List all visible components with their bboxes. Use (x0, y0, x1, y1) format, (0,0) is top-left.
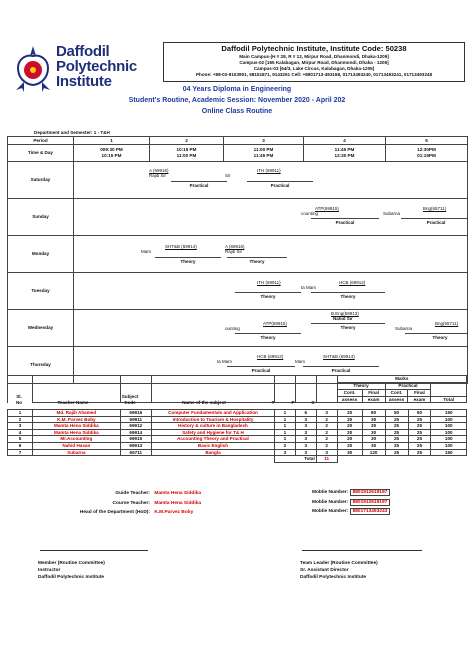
subject-pc-cell: 25 (385, 449, 408, 456)
subject-tf-cell: 30 (362, 416, 385, 423)
subject-pf-cell: 25 (408, 416, 431, 423)
day-monday: Monday (8, 236, 74, 273)
subject-name-header: Name of the subject (182, 400, 226, 405)
day-tuesday: Tuesday (8, 273, 74, 310)
subject-total-cell: 150 (431, 449, 467, 456)
subj-header-row-4: assess exam assess exam Total (8, 396, 467, 403)
routine-title: Online Class Routine (201, 108, 273, 115)
subject-tc-cell: 20 (337, 436, 362, 443)
subject-teacher-cell: Md. Rajib Ahamed (33, 410, 121, 417)
subject-pf-cell: 50 (408, 410, 431, 417)
subject-c-cell: 2 (316, 423, 337, 430)
subject-teacher-cell: Subarna (33, 449, 121, 456)
institute-info-box (163, 42, 465, 82)
class-wed-b-type: Theory (311, 322, 385, 330)
subject-p-cell: 3 (295, 442, 316, 449)
subject-name-cell: Accounting Theory and Practical (151, 436, 274, 443)
mobile-3: Moblie Number: 8801713493243 (312, 509, 390, 514)
subject-row (8, 429, 467, 436)
total-credit: 11 (316, 456, 337, 463)
period-4: 4 (304, 137, 386, 145)
time-label: Time & Day (8, 145, 74, 162)
day-thursday: Thursday (8, 347, 74, 384)
class-sat-b-type: Practical (247, 180, 313, 188)
day-row-wednesday (8, 310, 468, 347)
subject-name-cell: History & culture in Bangladesh (151, 423, 274, 430)
subject-teacher-cell: Mr.Accounting (33, 436, 121, 443)
signature-right: Team Leader (Routine Committee) Sr. Assistant Director Daffodil Polytechnic Institute (300, 561, 378, 580)
time-slot-5: 12:30PM 01:15PM (386, 145, 468, 162)
subject-tc-cell: 20 (337, 423, 362, 430)
subject-teacher-cell: Mamta Hena Siddika (33, 429, 121, 436)
subject-c-cell: 3 (316, 410, 337, 417)
class-tue-a-type: Theory (235, 291, 301, 299)
marks-header: Marks (337, 376, 466, 383)
subject-pc-cell: 25 (385, 423, 408, 430)
subjects-body (7, 409, 467, 463)
period-5: 5 (386, 137, 468, 145)
subject-name-cell: Computer Fundamentals and Application (151, 410, 274, 417)
subject-name-cell: Bangla (151, 449, 274, 456)
class-mon-a: SHT&B (69914) Mam (141, 244, 197, 254)
period-2: 2 (150, 137, 224, 145)
subject-teacher-cell: Mamta Hena Siddika (33, 423, 121, 430)
subject-sl-cell: 4 (8, 429, 33, 436)
subject-sl-cell: 2 (8, 416, 33, 423)
subject-c-cell: 2 (316, 416, 337, 423)
subject-pf-cell: 25 (408, 442, 431, 449)
theory-header: Theory (337, 383, 385, 390)
subject-tf-cell: 30 (362, 429, 385, 436)
subject-sl-cell: 6 (8, 442, 33, 449)
subjects-table: Marks Theory Practical Cont. Final Cont. Final assess exam assess exam Total (7, 375, 467, 403)
signature-left: Member (Routine Committee) Instructor Daffodil Polytechnic Institute (38, 561, 105, 580)
department-semester: Department and Semester: 1 - T&H (34, 130, 110, 135)
signature-line-left (40, 550, 148, 551)
period-3: 3 (224, 137, 304, 145)
class-wed-a-type: Theory (235, 332, 301, 340)
subject-tc-cell: 20 (337, 416, 362, 423)
period-row (8, 137, 468, 145)
subject-total-cell: 100 (431, 436, 467, 443)
subject-pc-cell: 25 (385, 416, 408, 423)
day-wednesday: Wednesday (8, 310, 74, 347)
time-row (8, 145, 468, 162)
day-saturday: Saturday (8, 162, 74, 199)
subject-t-cell: 3 (275, 449, 296, 456)
subject-pf-cell: 25 (408, 429, 431, 436)
day-row-sunday (8, 199, 468, 236)
subject-tc-cell: 20 (337, 429, 362, 436)
routine-table (7, 136, 468, 384)
course-teacher: Course Teacher: Mamta Hena Siddika (112, 501, 201, 506)
class-sun-b: Bng(65711) Subarna (383, 206, 447, 216)
subject-pc-cell: 25 (385, 429, 408, 436)
t-header: T (271, 400, 275, 405)
subject-tf-cell: 30 (362, 423, 385, 430)
brand-line3: Institute (56, 73, 112, 90)
campus-3: Campus-03 [64/3, Lake Circus, Kalabagan, Dhaka-1205] (253, 66, 375, 72)
subject-tf-cell: 30 (362, 436, 385, 443)
subjects-total-row (8, 456, 467, 463)
class-wed-a: ATP(69915) ounting (225, 321, 287, 331)
subject-tc-cell: 30 (337, 449, 362, 456)
guide-teacher: Guide Teacher: Mamta Hena Siddika (115, 491, 201, 496)
subject-t-cell: 1 (275, 410, 296, 417)
brand-line1: Daffodil (56, 43, 110, 60)
class-thu-b-type: Practical (303, 365, 379, 373)
subject-p-cell: 6 (295, 410, 316, 417)
subject-total-cell: 100 (431, 416, 467, 423)
subject-sl-cell: 3 (8, 423, 33, 430)
class-sat-a-type: Practical (171, 180, 227, 188)
sl-header: Sl. No (15, 394, 23, 405)
subject-pc-cell: 25 (385, 436, 408, 443)
institute-title: Daffodil Polytechnic Institute, Institute Code: 50238 (221, 44, 407, 53)
time-slot-1: 009:30 PM 10:15 PM (74, 145, 150, 162)
subject-c-cell: 2 (316, 429, 337, 436)
subject-code-cell: 65711 (120, 449, 151, 456)
subject-tf-cell: 120 (362, 449, 385, 456)
subject-pf-cell: 25 (408, 423, 431, 430)
subject-sl-cell: 5 (8, 436, 33, 443)
day-row-saturday (8, 162, 468, 199)
day-row-tuesday (8, 273, 468, 310)
class-mon-b-type: Theory (227, 256, 287, 264)
subject-row (8, 449, 467, 456)
class-sun-a: ATP(69915) counting (301, 206, 339, 216)
day-sunday: Sunday (8, 199, 74, 236)
program-title: 04 Years Diploma in Engineering (182, 86, 292, 93)
subject-p-cell: 3 (295, 436, 316, 443)
subject-total-cell: 100 (431, 442, 467, 449)
class-thu-a-type: Practical (227, 365, 295, 373)
subject-t-cell: 2 (275, 442, 296, 449)
subject-pc-cell: 25 (385, 442, 408, 449)
subject-teacher-cell: Nahid Hasan (33, 442, 121, 449)
class-sat-a: A (69916) Rajib Sir (149, 168, 169, 178)
subject-p-cell: 3 (295, 423, 316, 430)
session-title: Student's Routine, Academic Session: November 2020 - April 202 (128, 97, 346, 104)
subject-pc-cell: 50 (385, 410, 408, 417)
class-sun-a-type: Practical (311, 217, 379, 225)
day-row-monday (8, 236, 468, 273)
phone-line: Phone: +88-02-9103901, 58151871, 9143261 Cell: +8801713-493158, 01713493240, 01713493241, 01713493248 (195, 71, 432, 77)
subject-pf-cell: 25 (408, 436, 431, 443)
subject-p-cell: 3 (295, 429, 316, 436)
subject-code-cell: 69913 (120, 442, 151, 449)
subj-header-row-1 (8, 376, 467, 383)
subject-total-cell: 150 (431, 410, 467, 417)
subject-tf-cell: 30 (362, 442, 385, 449)
subject-row (8, 442, 467, 449)
code-header: Subject Code (121, 394, 139, 405)
main-campus: Main Campus-[H # 28, R # 12, Mirpur Road, Dhanmondi, Dhaka-1209] (239, 54, 389, 59)
subject-tc-cell: 20 (337, 442, 362, 449)
class-tue-b-type: Theory (311, 291, 385, 299)
subject-code-cell: 69914 (120, 429, 151, 436)
p-header: P (291, 400, 295, 405)
head-of-department: Head of the Department (HoD): K.M.Parvez Boby (79, 510, 194, 515)
class-wed-b: B.Eng(69913) Nahid Sir (331, 311, 359, 321)
total-header: Total (431, 396, 467, 403)
subject-sl-cell: 7 (8, 449, 33, 456)
subject-p-cell: 3 (295, 416, 316, 423)
subject-t-cell: 1 (275, 416, 296, 423)
subject-tf-cell: 80 (362, 410, 385, 417)
class-thu-b: SHT&B (69914) Mam (295, 354, 355, 364)
subject-total-cell: 100 (431, 423, 467, 430)
mobile-1: Moblie Number: 8801912619197 (312, 490, 390, 495)
subject-row (8, 410, 467, 417)
class-sun-b-type: Practical (401, 217, 468, 225)
time-slot-3: 11:00 PM 11:45 PM (224, 145, 304, 162)
subject-tc-cell: 20 (337, 410, 362, 417)
subject-t-cell: 1 (275, 423, 296, 430)
subject-code-cell: 69912 (120, 423, 151, 430)
subject-row (8, 436, 467, 443)
time-slot-2: 10:15 PM 11:00 PM (150, 145, 224, 162)
class-mon-b: A (69916) Rajib Sir (225, 244, 245, 254)
subject-total-cell: 100 (431, 429, 467, 436)
class-sat-b: ITH (69911) Sir (225, 168, 281, 178)
brand-line2: Polytechnic (56, 58, 137, 75)
total-label: Total (275, 456, 317, 463)
mobile-2: Moblie Number: 8801912619197 (312, 500, 390, 505)
subject-p-cell: 3 (295, 449, 316, 456)
period-1: 1 (74, 137, 150, 145)
subject-row (8, 423, 467, 430)
class-wed-c-type: Theory (405, 332, 468, 340)
subject-c-cell: 2 (316, 436, 337, 443)
subject-c-cell: 2 (316, 442, 337, 449)
class-wed-c: Bng(65711) Subarna (395, 321, 459, 331)
class-thu-a: HCB (69912) ta Mam (217, 354, 284, 364)
subject-pf-cell: 25 (408, 449, 431, 456)
subject-code-cell: 69911 (120, 416, 151, 423)
time-slot-4: 11:45 PM 12:30 PM (304, 145, 386, 162)
brand-name (56, 44, 137, 89)
subject-sl-cell: 1 (8, 410, 33, 417)
subject-name-cell: Basic English (151, 442, 274, 449)
signature-line-right (302, 550, 422, 551)
subject-t-cell: 1 (275, 429, 296, 436)
c-header: C (311, 400, 315, 405)
period-label: Period (8, 137, 74, 145)
subject-name-cell: Safety and Hygiene for T& H (151, 429, 274, 436)
subject-t-cell: 1 (275, 436, 296, 443)
subject-name-cell: Introduction to Tourism & Hospitality (151, 416, 274, 423)
subject-c-cell: 3 (316, 449, 337, 456)
teacher-header: Teacher Name (57, 400, 89, 405)
class-tue-b: HCB (69912) ta Mam (301, 280, 366, 290)
subject-code-cell: 69915 (120, 436, 151, 443)
class-mon-a-type: Theory (155, 256, 221, 264)
subject-teacher-cell: K.M. Parvez Boby (33, 416, 121, 423)
campus-2: Campus-02 [165 Kalabagan, Mirpur Road, Dhanmondi, Dhaka - 1205] (239, 60, 389, 66)
class-tue-a: ITH (69911) (257, 280, 281, 285)
subject-row (8, 416, 467, 423)
subject-code-cell: 69916 (120, 410, 151, 417)
practical-header: Practical (385, 383, 431, 390)
